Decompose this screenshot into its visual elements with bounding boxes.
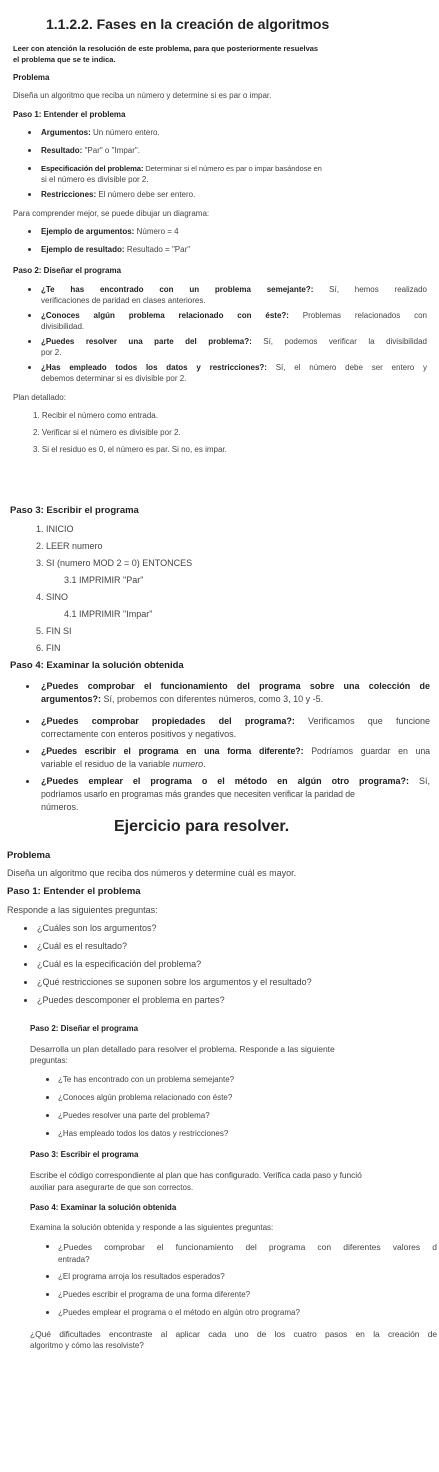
bullet-icon (46, 1293, 49, 1296)
code-line: 2. LEER numero (36, 541, 103, 551)
task-problem-label: Problema (7, 850, 51, 861)
diagram-args: Ejemplo de argumentos: Número = 4 (41, 227, 179, 236)
bullet-icon (24, 999, 27, 1002)
s4-q4-cont2: números. (41, 802, 79, 812)
task-step1-intro: Responde a las siguientes preguntas: (7, 905, 158, 915)
bullet-icon (46, 1096, 49, 1099)
s2-q4-cont: debemos determinar si es divisible por 2. (41, 374, 187, 383)
task-problem-text: Diseña un algoritmo que reciba dos números y determine cuál es mayor. (7, 868, 297, 878)
bullet-icon (28, 248, 31, 251)
bullet-icon (24, 963, 27, 966)
s2-q2: ¿Conoces algún problema relacionado con éste?: Problemas relacionados con (41, 311, 427, 320)
diagram-result: Ejemplo de resultado: Resultado = "Par" (41, 245, 191, 254)
s2-q3-cont: por 2. (41, 348, 62, 357)
s4-q4: ¿Puedes emplear el programa o el método en algún otro programa?: Sí, (41, 776, 430, 786)
bullet-icon (26, 750, 29, 753)
bullet-icon (24, 945, 27, 948)
exercise-title: Ejercicio para resolver. (114, 818, 290, 835)
bullet-icon (28, 366, 31, 369)
bullet-icon (46, 1275, 49, 1278)
bullet-icon (26, 720, 29, 723)
bullet-icon (28, 149, 31, 152)
intro-line-2: el problema que se te indica. (13, 55, 116, 64)
s4-q2-cont: correctamente con enteros positivos y negativos. (41, 729, 237, 739)
intro-line-1: Leer con atención la resolución de este problema, para que posteriormente resuelvas (13, 44, 319, 53)
s2-q2-cont: divisibilidad. (41, 322, 85, 331)
task-step1-item: ¿Cuál es el resultado? (37, 941, 128, 951)
task-step4-item: ¿Puedes escribir el programa de una forma diferente? (58, 1290, 251, 1299)
task-step3-text: Escribe el código correspondiente al plan que has configurado. Verifica cada paso y funció (30, 1170, 362, 1180)
s4-q1: ¿Puedes comprobar el funcionamiento del programa sobre una colección de (41, 681, 430, 691)
bullet-icon (28, 193, 31, 196)
code-line: 5. FIN SI (36, 626, 72, 636)
bullet-icon (46, 1311, 49, 1314)
s4-q4-cont: podríamos usarlo en programas más grandes que necesiten verificar la paridad de (41, 789, 355, 799)
bullet-icon (28, 314, 31, 317)
bullet-icon (24, 927, 27, 930)
code-line: 6. FIN (36, 643, 61, 653)
s1-spec: Especificación del problema: Determinar si el número es par o impar basándose en (41, 164, 322, 173)
s2-q3: ¿Puedes resolver una parte del problema?: Sí, podemos verificar la divisibilidad (41, 337, 427, 346)
example-step3-heading: Paso 3: Escribir el programa (10, 505, 139, 516)
code-line: 1. INICIO (36, 524, 74, 534)
diagram-intro: Para comprender mejor, se puede dibujar un diagrama: (13, 209, 210, 218)
bullet-icon (28, 288, 31, 291)
plan-label: Plan detallado: (13, 393, 66, 402)
task-step2-item: ¿Conoces algún problema relacionado con éste? (58, 1093, 233, 1102)
example-step2-heading: Paso 2: Diseñar el programa (13, 266, 122, 275)
code-line: 3. SI (numero MOD 2 = 0) ENTONCES (36, 558, 193, 568)
task-step4-intro: Examina la solución obtenida y responde a las siguientes preguntas: (30, 1223, 274, 1232)
s4-q3: ¿Puedes escribir el programa en una forma diferente?: Podríamos guardar en una (41, 746, 430, 756)
plan-item: 1. Recibir el número como entrada. (33, 411, 158, 420)
bullet-icon (26, 780, 29, 783)
bullet-icon (28, 340, 31, 343)
task-step2-intro: Desarrolla un plan detallado para resolver el problema. Responde a las siguiente (30, 1044, 335, 1054)
task-step2-item: ¿Has empleado todos los datos y restricciones? (58, 1129, 229, 1138)
task-step1-heading: Paso 1: Entender el problema (7, 886, 141, 897)
bullet-icon (24, 981, 27, 984)
task-step1-item: ¿Cuáles son los argumentos? (37, 923, 157, 933)
task-step1-item: ¿Cuál es la especificación del problema? (37, 959, 202, 969)
task-step1-item: ¿Puedes descomponer el problema en partes? (37, 995, 225, 1005)
task-step4-heading: Paso 4: Examinar la solución obtenida (30, 1203, 177, 1212)
bullet-icon (28, 131, 31, 134)
bullet-icon (46, 1114, 49, 1117)
s2-q4: ¿Has empleado todos los datos y restricciones?: Sí, el número debe ser entero y (41, 363, 428, 372)
s2-q1: ¿Te has encontrado con un problema semejante?: Sí, hemos realizado (41, 285, 427, 294)
task-step4-item: ¿Puedes comprobar el funcionamiento del programa con diferentes valores d (58, 1242, 437, 1252)
task-step2-intro-cont: preguntas: (30, 1056, 68, 1065)
final-question: ¿Qué dificultades encontraste al aplicar cada uno de los cuatro pasos en la creación de (30, 1329, 437, 1339)
example-problem-label: Problema (13, 73, 50, 82)
s4-q2: ¿Puedes comprobar propiedades del programa?: Verificamos que funcione (41, 716, 430, 726)
s1-result: Resultado: "Par" o "Impar". (41, 146, 140, 155)
bullet-icon (46, 1078, 49, 1081)
example-step4-heading: Paso 4: Examinar la solución obtenida (10, 660, 184, 671)
s1-arguments: Argumentos: Un número entero. (41, 128, 160, 137)
task-step2-item: ¿Puedes resolver una parte del problema? (58, 1111, 210, 1120)
s4-q3-cont: variable el residuo de la variable numero. (41, 759, 206, 769)
example-problem-text: Diseña un algoritmo que reciba un número y determine si es par o impar. (13, 91, 272, 100)
s1-spec-cont: si el número es divisible por 2. (41, 175, 149, 184)
task-step4-item: ¿Puedes emplear el programa o el método en algún otro programa? (58, 1308, 300, 1317)
s4-q1-cont: argumentos?: Sí, probemos con diferentes números, como 3, 10 y -5. (41, 694, 324, 704)
bullet-icon (28, 230, 31, 233)
task-step3-text-cont: auxiliar para asegurarte de que son correctos. (30, 1183, 194, 1192)
task-step1-item: ¿Qué restricciones se suponen sobre los argumentos y el resultado? (37, 977, 312, 987)
bullet-icon (26, 685, 29, 688)
plan-item: 3. Si el residuo es 0, el número es par. Si no, es impar. (33, 445, 227, 454)
bullet-icon (46, 1245, 49, 1248)
final-question-cont: algoritmo y cómo las resolviste? (30, 1341, 144, 1350)
code-line: 4. SINO (36, 592, 69, 602)
plan-item: 2. Verificar si el número es divisible por 2. (33, 428, 181, 437)
task-step2-item: ¿Te has encontrado con un problema semejante? (58, 1075, 235, 1084)
s2-q1-cont: verificaciones de paridad en clases anteriores. (41, 296, 206, 305)
code-line: 4.1 IMPRIMIR "Impar" (64, 609, 153, 619)
task-step4-item: ¿El programa arroja los resultados esperados? (58, 1272, 225, 1281)
page-title: 1.1.2.2. Fases en la creación de algoritmos (46, 16, 330, 32)
s1-restrictions: Restricciones: El número debe ser entero. (41, 190, 196, 199)
bullet-icon (28, 167, 31, 170)
task-step4-item-cont: entrada? (58, 1255, 90, 1264)
example-step1-heading: Paso 1: Entender el problema (13, 110, 126, 119)
bullet-icon (46, 1132, 49, 1135)
task-step2-heading: Paso 2: Diseñar el programa (30, 1024, 139, 1033)
code-line: 3.1 IMPRIMIR "Par" (64, 575, 144, 585)
task-step3-heading: Paso 3: Escribir el programa (30, 1150, 139, 1159)
